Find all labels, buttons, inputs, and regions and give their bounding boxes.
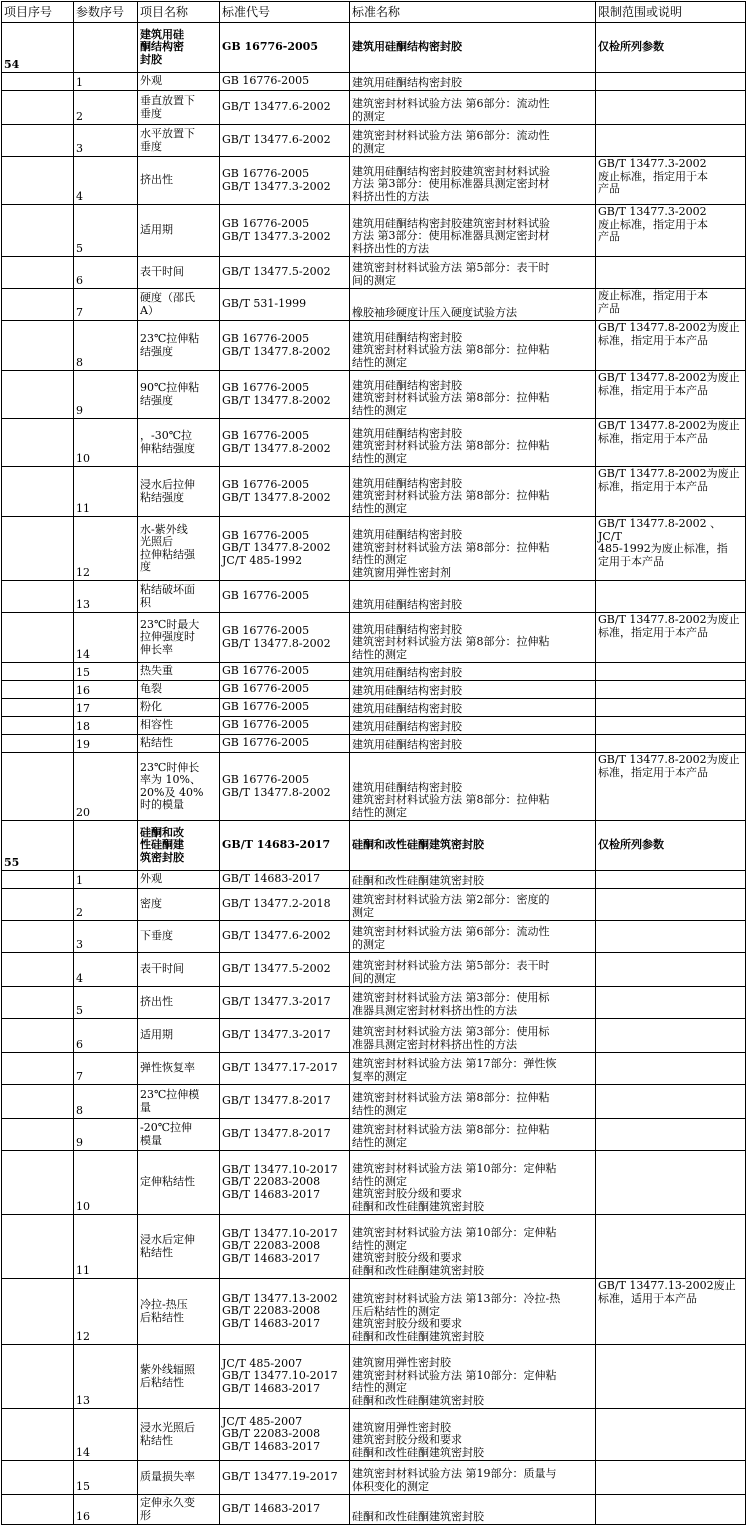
project-no-cell xyxy=(2,125,74,157)
standard-name-cell: 建筑密封材料试验方法 第10部分：定伸粘 结性的测定 建筑密封胶分级和要求 硅酮和改性硅酮建筑密封胶 xyxy=(350,1215,596,1279)
standard-code-cell: GB 16776-2005 GB/T 13477.8-2002 xyxy=(220,467,350,517)
table-row xyxy=(2,1151,746,1215)
project-no-cell xyxy=(2,663,74,681)
project-no-cell xyxy=(2,735,74,753)
project-name-cell: ，-30℃拉 伸粘结强度 xyxy=(138,419,220,467)
standard-name-cell: 建筑用硅酮结构密封胶 xyxy=(350,581,596,613)
project-name-cell: 浸水后定伸 粘结性 xyxy=(138,1215,220,1279)
standard-name-cell: 建筑密封材料试验方法 第5部分：表干时 间的测定 xyxy=(350,257,596,289)
standard-name-cell: 建筑窗用弹性密封胶 建筑密封胶分级和要求 硅酮和改性硅酮建筑密封胶 xyxy=(350,1409,596,1461)
table-row xyxy=(2,1409,746,1461)
table-row xyxy=(2,371,746,419)
project-no-cell xyxy=(2,1345,74,1409)
limit-scope-cell xyxy=(596,681,746,699)
project-name-cell: 紫外线辐照 后粘结性 xyxy=(138,1345,220,1409)
standard-code-cell: JC/T 485-2007 GB/T 13477.10-2017 GB/T 14683-2017 xyxy=(220,1345,350,1409)
standard-name-cell: 建筑用硅酮结构密封胶 xyxy=(350,73,596,91)
header-limit-scope: 限制范围或说明 xyxy=(596,2,746,23)
param-no-cell: 11 xyxy=(74,1215,138,1279)
param-no-cell: 18 xyxy=(74,717,138,735)
table-row xyxy=(2,1085,746,1119)
project-no-cell xyxy=(2,1119,74,1151)
table-row xyxy=(2,889,746,921)
project-no-cell xyxy=(2,73,74,91)
limit-scope-cell xyxy=(596,921,746,953)
table-row xyxy=(2,1495,746,1525)
standard-code-cell: GB 16776-2005 GB/T 13477.8-2002 xyxy=(220,419,350,467)
standard-name-cell: 建筑用硅酮结构密封胶建筑密封材料试验 方法 第3部分：使用标准器具测定密封材 料挤出性的方法 xyxy=(350,205,596,257)
standard-code-cell: GB 16776-2005 xyxy=(220,681,350,699)
limit-scope-cell xyxy=(596,73,746,91)
standard-name-cell: 建筑密封材料试验方法 第3部分：使用标 准器具测定密封材料挤出性的方法 xyxy=(350,1019,596,1053)
project-name-cell: 弹性恢复率 xyxy=(138,1053,220,1085)
table-row xyxy=(2,1053,746,1085)
param-no-cell: 14 xyxy=(74,613,138,663)
standard-code-cell: GB/T 13477.6-2002 xyxy=(220,921,350,953)
header-standard-code: 标准代号 xyxy=(220,2,350,23)
project-no-cell xyxy=(2,681,74,699)
project-name-cell: 挤出性 xyxy=(138,157,220,205)
standard-name-cell: 建筑密封材料试验方法 第8部分：拉伸粘 结性的测定 xyxy=(350,1085,596,1119)
standard-name-cell: 建筑用硅酮结构密封胶 xyxy=(350,717,596,735)
table-row xyxy=(2,953,746,987)
param-no-cell: 9 xyxy=(74,1119,138,1151)
project-name-cell: 冷拉-热压 后粘结性 xyxy=(138,1279,220,1345)
standard-code-cell: GB/T 14683-2017 xyxy=(220,1495,350,1525)
project-name-cell: 水-紫外线 光照后 拉伸粘结强 度 xyxy=(138,517,220,581)
table-row xyxy=(2,1345,746,1409)
param-no-cell: 20 xyxy=(74,753,138,821)
limit-scope-cell: GB/T 13477.3-2002 废止标准，指定用于本 产品 xyxy=(596,205,746,257)
standard-name-cell: 建筑用硅酮结构密封胶 建筑密封材料试验方法 第8部分：拉伸粘 结性的测定 xyxy=(350,321,596,371)
project-no-cell xyxy=(2,699,74,717)
project-name-cell: 硅酮和改 性硅酮建 筑密封胶 xyxy=(138,821,220,871)
project-name-cell: 适用期 xyxy=(138,1019,220,1053)
table-row xyxy=(2,419,746,467)
project-name-cell: 水平放置下 垂度 xyxy=(138,125,220,157)
standard-code-cell: GB/T 13477.19-2017 xyxy=(220,1461,350,1495)
standard-code-cell: GB/T 13477.10-2017 GB/T 22083-2008 GB/T 14683-2017 xyxy=(220,1151,350,1215)
standard-code-cell: GB 16776-2005 xyxy=(220,23,350,73)
standard-name-cell: 橡胶袖珍硬度计压入硬度试验方法 xyxy=(350,289,596,321)
limit-scope-cell xyxy=(596,735,746,753)
project-no-cell xyxy=(2,953,74,987)
table-row xyxy=(2,1019,746,1053)
standard-code-cell: JC/T 485-2007 GB/T 22083-2008 GB/T 14683-2017 xyxy=(220,1409,350,1461)
table-row xyxy=(2,125,746,157)
standard-code-cell: GB 16776-2005 xyxy=(220,73,350,91)
param-no-cell: 3 xyxy=(74,125,138,157)
standard-name-cell: 建筑密封材料试验方法 第6部分：流动性 的测定 xyxy=(350,91,596,125)
standard-code-cell: GB/T 13477.8-2017 xyxy=(220,1085,350,1119)
table-row xyxy=(2,289,746,321)
table-row xyxy=(2,699,746,717)
project-no-cell xyxy=(2,753,74,821)
standard-code-cell: GB/T 13477.3-2017 xyxy=(220,987,350,1019)
param-no-cell: 6 xyxy=(74,257,138,289)
standard-name-cell: 建筑密封材料试验方法 第8部分：拉伸粘 结性的测定 xyxy=(350,1119,596,1151)
limit-scope-cell xyxy=(596,717,746,735)
project-name-cell: 粉化 xyxy=(138,699,220,717)
standard-name-cell: 建筑用硅酮结构密封胶 建筑密封材料试验方法 第8部分：拉伸粘 结性的测定 xyxy=(350,753,596,821)
standard-name-cell: 建筑密封材料试验方法 第6部分：流动性 的测定 xyxy=(350,125,596,157)
project-no-cell xyxy=(2,581,74,613)
param-no-cell: 4 xyxy=(74,953,138,987)
standard-code-cell: GB/T 13477.17-2017 xyxy=(220,1053,350,1085)
limit-scope-cell xyxy=(596,1085,746,1119)
project-name-cell: 质量损失率 xyxy=(138,1461,220,1495)
limit-scope-cell: 仅检所列参数 xyxy=(596,23,746,73)
project-no-cell xyxy=(2,613,74,663)
standard-name-cell: 建筑用硅酮结构密封胶 xyxy=(350,23,596,73)
project-no-cell xyxy=(2,371,74,419)
project-name-cell: 90℃拉伸粘 结强度 xyxy=(138,371,220,419)
project-no-cell xyxy=(2,717,74,735)
project-name-cell: 热失重 xyxy=(138,663,220,681)
project-no-cell xyxy=(2,1019,74,1053)
project-name-cell: 粘结破坏面 积 xyxy=(138,581,220,613)
project-no-cell xyxy=(2,321,74,371)
project-name-cell: 23℃拉伸模 量 xyxy=(138,1085,220,1119)
param-no-cell: 2 xyxy=(74,91,138,125)
table-row xyxy=(2,753,746,821)
param-no-cell: 3 xyxy=(74,921,138,953)
limit-scope-cell: GB/T 13477.8-2002为废止 标准，指定用于本产品 xyxy=(596,467,746,517)
project-name-cell: 浸水光照后 粘结性 xyxy=(138,1409,220,1461)
table-row xyxy=(2,205,746,257)
table-row xyxy=(2,717,746,735)
limit-scope-cell xyxy=(596,953,746,987)
param-no-cell: 12 xyxy=(74,1279,138,1345)
project-name-cell: 粘结性 xyxy=(138,735,220,753)
standard-name-cell: 建筑密封材料试验方法 第10部分：定伸粘 结性的测定 建筑密封胶分级和要求 硅酮和改性硅酮建筑密封胶 xyxy=(350,1151,596,1215)
param-no-cell: 9 xyxy=(74,371,138,419)
param-no-cell: 14 xyxy=(74,1409,138,1461)
param-no-cell: 7 xyxy=(74,1053,138,1085)
standard-code-cell: GB 16776-2005 GB/T 13477.8-2002 xyxy=(220,753,350,821)
param-no-cell: 11 xyxy=(74,467,138,517)
standard-name-cell: 建筑密封材料试验方法 第13部分：冷拉-热 压后粘结性的测定 建筑密封胶分级和要求 硅酮和改性硅酮建筑密封胶 xyxy=(350,1279,596,1345)
limit-scope-cell xyxy=(596,1019,746,1053)
project-name-cell: 建筑用硅 酮结构密 封胶 xyxy=(138,23,220,73)
limit-scope-cell xyxy=(596,1345,746,1409)
limit-scope-cell xyxy=(596,871,746,889)
limit-scope-cell xyxy=(596,581,746,613)
limit-scope-cell: GB/T 13477.8-2002为废止 标准，指定用于本产品 xyxy=(596,613,746,663)
limit-scope-cell xyxy=(596,125,746,157)
table-row xyxy=(2,321,746,371)
table-row xyxy=(2,613,746,663)
header-row xyxy=(2,2,746,23)
header-project-no: 项目序号 xyxy=(2,2,74,23)
standard-code-cell: GB 16776-2005 GB/T 13477.3-2002 xyxy=(220,157,350,205)
project-no-cell xyxy=(2,467,74,517)
table-row xyxy=(2,1119,746,1151)
group-row xyxy=(2,821,746,871)
param-no-cell: 10 xyxy=(74,1151,138,1215)
standard-name-cell: 建筑用硅酮结构密封胶建筑密封材料试验 方法 第3部分：使用标准器具测定密封材 料挤出性的方法 xyxy=(350,157,596,205)
table-row xyxy=(2,1461,746,1495)
project-name-cell: 23℃时最大 拉伸强度时 伸长率 xyxy=(138,613,220,663)
project-name-cell: 硬度（邵氏 A） xyxy=(138,289,220,321)
standard-code-cell: GB 16776-2005 GB/T 13477.8-2002 xyxy=(220,613,350,663)
project-no-cell xyxy=(2,419,74,467)
standard-name-cell: 建筑窗用弹性密封胶 建筑密封材料试验方法 第10部分：定伸粘 结性的测定 硅酮和改性硅酮建筑密封胶 xyxy=(350,1345,596,1409)
param-no-cell: 6 xyxy=(74,1019,138,1053)
param-no-cell: 15 xyxy=(74,663,138,681)
standard-name-cell: 建筑用硅酮结构密封胶 xyxy=(350,735,596,753)
project-no-cell xyxy=(2,987,74,1019)
standard-code-cell: GB/T 14683-2017 xyxy=(220,871,350,889)
table-row xyxy=(2,735,746,753)
table-row xyxy=(2,91,746,125)
param-no-cell: 15 xyxy=(74,1461,138,1495)
param-no-cell: 4 xyxy=(74,157,138,205)
param-no-cell xyxy=(74,23,138,73)
limit-scope-cell: GB/T 13477.8-2002为废止 标准，指定用于本产品 xyxy=(596,321,746,371)
table-row xyxy=(2,663,746,681)
project-name-cell: 外观 xyxy=(138,73,220,91)
standard-code-cell: GB/T 13477.2-2018 xyxy=(220,889,350,921)
param-no-cell: 10 xyxy=(74,419,138,467)
project-name-cell: 定伸永久变 形 xyxy=(138,1495,220,1525)
param-no-cell: 16 xyxy=(74,681,138,699)
project-no-cell xyxy=(2,517,74,581)
project-no-cell xyxy=(2,1215,74,1279)
param-no-cell: 19 xyxy=(74,735,138,753)
standard-name-cell: 建筑用硅酮结构密封胶 建筑密封材料试验方法 第8部分：拉伸粘 结性的测定 xyxy=(350,613,596,663)
header-param-no: 参数序号 xyxy=(74,2,138,23)
param-no-cell: 2 xyxy=(74,889,138,921)
limit-scope-cell xyxy=(596,1053,746,1085)
standard-code-cell: GB 16776-2005 GB/T 13477.8-2002 JC/T 485-1992 xyxy=(220,517,350,581)
limit-scope-cell xyxy=(596,1495,746,1525)
table-row xyxy=(2,1279,746,1345)
table-row xyxy=(2,987,746,1019)
limit-scope-cell: GB/T 13477.8-2002为废止 标准，指定用于本产品 xyxy=(596,419,746,467)
limit-scope-cell: GB/T 13477.3-2002 废止标准，指定用于本 产品 xyxy=(596,157,746,205)
param-no-cell: 17 xyxy=(74,699,138,717)
limit-scope-cell xyxy=(596,889,746,921)
standard-name-cell: 硅酮和改性硅酮建筑密封胶 xyxy=(350,821,596,871)
param-no-cell: 13 xyxy=(74,581,138,613)
limit-scope-cell xyxy=(596,1215,746,1279)
header-standard-name: 标准名称 xyxy=(350,2,596,23)
project-no-cell: 55 xyxy=(2,821,74,871)
param-no-cell: 8 xyxy=(74,321,138,371)
limit-scope-cell xyxy=(596,699,746,717)
standard-name-cell: 建筑密封材料试验方法 第5部分：表干时 间的测定 xyxy=(350,953,596,987)
table-row xyxy=(2,871,746,889)
param-no-cell: 1 xyxy=(74,871,138,889)
limit-scope-cell: GB/T 13477.8-2002为废止 标准，指定用于本产品 xyxy=(596,753,746,821)
standard-code-cell: GB/T 13477.6-2002 xyxy=(220,91,350,125)
limit-scope-cell xyxy=(596,663,746,681)
standard-code-cell: GB 16776-2005 xyxy=(220,699,350,717)
project-no-cell xyxy=(2,1151,74,1215)
project-name-cell: 垂直放置下 垂度 xyxy=(138,91,220,125)
project-name-cell: 23℃拉伸粘 结强度 xyxy=(138,321,220,371)
project-no-cell xyxy=(2,1495,74,1525)
limit-scope-cell xyxy=(596,257,746,289)
limit-scope-cell xyxy=(596,1461,746,1495)
standard-code-cell: GB 16776-2005 xyxy=(220,717,350,735)
project-no-cell xyxy=(2,1409,74,1461)
standard-name-cell: 建筑密封材料试验方法 第19部分：质量与 体积变化的测定 xyxy=(350,1461,596,1495)
standard-name-cell: 建筑用硅酮结构密封胶 建筑密封材料试验方法 第8部分：拉伸粘 结性的测定 建筑窗用弹性密封剂 xyxy=(350,517,596,581)
param-no-cell: 5 xyxy=(74,205,138,257)
param-no-cell: 7 xyxy=(74,289,138,321)
limit-scope-cell xyxy=(596,1151,746,1215)
standard-name-cell: 建筑用硅酮结构密封胶 xyxy=(350,681,596,699)
project-no-cell xyxy=(2,871,74,889)
header-project-name: 项目名称 xyxy=(138,2,220,23)
standard-code-cell: GB/T 13477.3-2017 xyxy=(220,1019,350,1053)
project-no-cell xyxy=(2,205,74,257)
project-name-cell: 表干时间 xyxy=(138,953,220,987)
table-row xyxy=(2,1215,746,1279)
project-name-cell: 下垂度 xyxy=(138,921,220,953)
limit-scope-cell: GB/T 13477.8-2002 、JC/T 485-1992为废止标准，指 定用于本产品 xyxy=(596,517,746,581)
limit-scope-cell: GB/T 13477.8-2002为废止 标准，指定用于本产品 xyxy=(596,371,746,419)
limit-scope-cell: 废止标准，指定用于本 产品 xyxy=(596,289,746,321)
limit-scope-cell xyxy=(596,1409,746,1461)
param-no-cell: 12 xyxy=(74,517,138,581)
project-name-cell: -20℃拉伸 模量 xyxy=(138,1119,220,1151)
project-no-cell xyxy=(2,157,74,205)
limit-scope-cell: 仅检所列参数 xyxy=(596,821,746,871)
standard-name-cell: 建筑用硅酮结构密封胶 xyxy=(350,663,596,681)
standard-name-cell: 硅酮和改性硅酮建筑密封胶 xyxy=(350,1495,596,1525)
table-row xyxy=(2,467,746,517)
standard-name-cell: 建筑用硅酮结构密封胶 建筑密封材料试验方法 第8部分：拉伸粘 结性的测定 xyxy=(350,419,596,467)
standard-code-cell: GB 16776-2005 xyxy=(220,735,350,753)
standard-code-cell: GB/T 13477.6-2002 xyxy=(220,125,350,157)
standard-code-cell: GB/T 13477.5-2002 xyxy=(220,257,350,289)
param-no-cell: 13 xyxy=(74,1345,138,1409)
param-no-cell: 5 xyxy=(74,987,138,1019)
param-no-cell xyxy=(74,821,138,871)
table-row xyxy=(2,73,746,91)
standard-name-cell: 建筑密封材料试验方法 第3部分：使用标 准器具测定密封材料挤出性的方法 xyxy=(350,987,596,1019)
standard-code-cell: GB/T 13477.5-2002 xyxy=(220,953,350,987)
project-no-cell xyxy=(2,91,74,125)
project-name-cell: 定伸粘结性 xyxy=(138,1151,220,1215)
standard-code-cell: GB/T 531-1999 xyxy=(220,289,350,321)
standard-name-cell: 建筑用硅酮结构密封胶 xyxy=(350,699,596,717)
project-name-cell: 密度 xyxy=(138,889,220,921)
param-no-cell: 8 xyxy=(74,1085,138,1119)
standard-name-cell: 建筑用硅酮结构密封胶 建筑密封材料试验方法 第8部分：拉伸粘 结性的测定 xyxy=(350,467,596,517)
standard-name-cell: 建筑密封材料试验方法 第2部分：密度的 测定 xyxy=(350,889,596,921)
standard-name-cell: 硅酮和改性硅酮建筑密封胶 xyxy=(350,871,596,889)
limit-scope-cell xyxy=(596,987,746,1019)
project-no-cell xyxy=(2,289,74,321)
standard-name-cell: 建筑密封材料试验方法 第17部分：弹性恢 复率的测定 xyxy=(350,1053,596,1085)
standard-name-cell: 建筑用硅酮结构密封胶 建筑密封材料试验方法 第8部分：拉伸粘 结性的测定 xyxy=(350,371,596,419)
project-no-cell xyxy=(2,1085,74,1119)
limit-scope-cell: GB/T 13477.13-2002废止 标准，适用于本产品 xyxy=(596,1279,746,1345)
project-name-cell: 适用期 xyxy=(138,205,220,257)
project-name-cell: 浸水后拉伸 粘结强度 xyxy=(138,467,220,517)
standard-code-cell: GB/T 13477.13-2002 GB/T 22083-2008 GB/T 14683-2017 xyxy=(220,1279,350,1345)
table-row xyxy=(2,157,746,205)
standards-table xyxy=(1,1,746,1525)
project-name-cell: 23℃时伸长 率为 10%、 20%及 40% 时的模量 xyxy=(138,753,220,821)
group-row xyxy=(2,23,746,73)
standard-code-cell: GB/T 14683-2017 xyxy=(220,821,350,871)
param-no-cell: 16 xyxy=(74,1495,138,1525)
project-no-cell xyxy=(2,1461,74,1495)
standard-code-cell: GB 16776-2005 xyxy=(220,581,350,613)
standard-code-cell: GB/T 13477.10-2017 GB/T 22083-2008 GB/T 14683-2017 xyxy=(220,1215,350,1279)
standard-code-cell: GB 16776-2005 GB/T 13477.8-2002 xyxy=(220,371,350,419)
standard-name-cell: 建筑密封材料试验方法 第6部分：流动性 的测定 xyxy=(350,921,596,953)
table-row xyxy=(2,517,746,581)
table-row xyxy=(2,921,746,953)
table-row xyxy=(2,257,746,289)
project-no-cell xyxy=(2,1053,74,1085)
project-no-cell xyxy=(2,889,74,921)
table-row xyxy=(2,681,746,699)
project-name-cell: 相容性 xyxy=(138,717,220,735)
project-no-cell xyxy=(2,257,74,289)
table-row xyxy=(2,581,746,613)
standard-code-cell: GB 16776-2005 GB/T 13477.3-2002 xyxy=(220,205,350,257)
table-body xyxy=(2,23,746,1525)
project-no-cell xyxy=(2,921,74,953)
limit-scope-cell xyxy=(596,1119,746,1151)
project-no-cell: 54 xyxy=(2,23,74,73)
standard-code-cell: GB 16776-2005 xyxy=(220,663,350,681)
project-name-cell: 龟裂 xyxy=(138,681,220,699)
param-no-cell: 1 xyxy=(74,73,138,91)
standard-code-cell: GB/T 13477.8-2017 xyxy=(220,1119,350,1151)
project-name-cell: 外观 xyxy=(138,871,220,889)
project-name-cell: 挤出性 xyxy=(138,987,220,1019)
project-no-cell xyxy=(2,1279,74,1345)
standard-code-cell: GB 16776-2005 GB/T 13477.8-2002 xyxy=(220,321,350,371)
limit-scope-cell xyxy=(596,91,746,125)
project-name-cell: 表干时间 xyxy=(138,257,220,289)
